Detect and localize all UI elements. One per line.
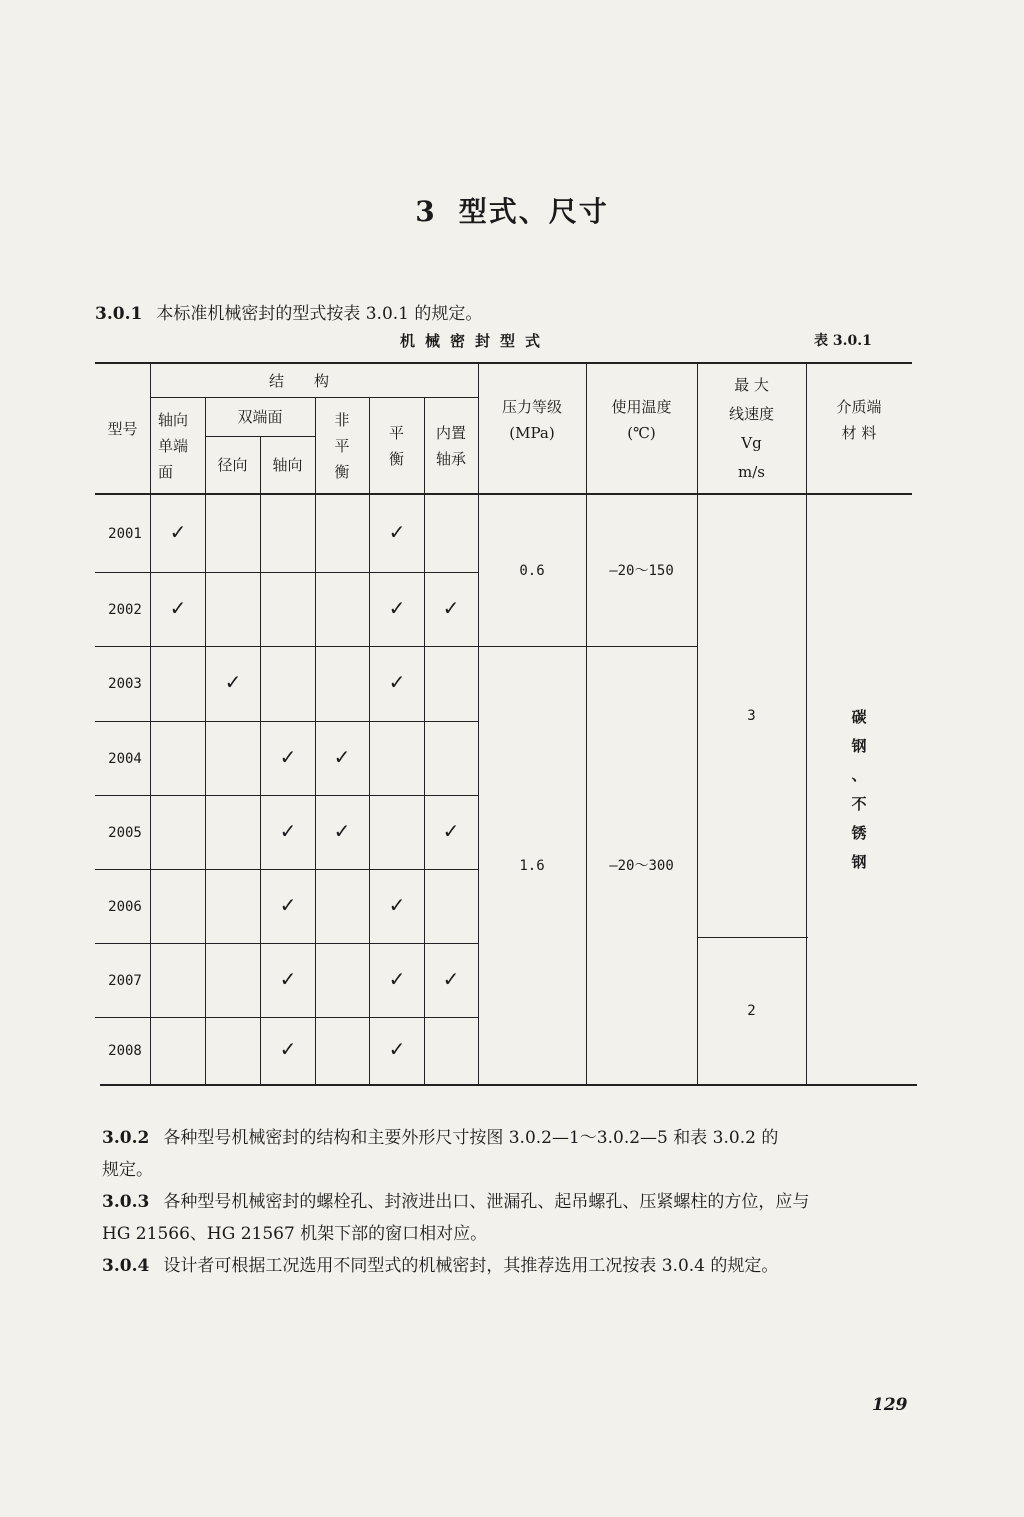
- header-line: Vg: [741, 433, 762, 452]
- check-mark: ✓: [388, 892, 406, 917]
- model-cell: 2005: [108, 824, 142, 841]
- check-mark: ✓: [442, 595, 460, 620]
- clause-3-0-4: [102, 1250, 778, 1282]
- table-bottom-rule: [100, 1084, 917, 1086]
- clause-text: 设计者可根据工况选用不同型式的机械密封，其推荐选用工况按表 3.0.4 的规定。: [163, 1256, 779, 1276]
- header-axial-single: [150, 398, 205, 493]
- check-mark: ✓: [442, 966, 460, 991]
- header-double-face-label: 双端面: [237, 408, 283, 426]
- check-mark: ✓: [333, 744, 351, 769]
- clause-text: 各种型号机械密封的结构和主要外形尺寸按图 3.0.2—1～3.0.2—5 和表 3.0.2 的: [163, 1128, 779, 1148]
- col-rule: [260, 437, 261, 1085]
- header-unbalanced: [315, 398, 369, 493]
- header-radial: [205, 437, 260, 493]
- chapter-title-text: 型式、尺寸: [458, 195, 609, 228]
- check-mark: ✓: [388, 966, 406, 991]
- check-mark: ✓: [333, 818, 351, 843]
- header-inner-bearing: [424, 398, 478, 493]
- clause-3-0-2: [102, 1122, 778, 1186]
- col-rule: [205, 398, 206, 1085]
- material-cell: [806, 495, 912, 1084]
- clause-text-continued: HG 21566、HG 21567 机架下部的窗口相对应。: [102, 1224, 488, 1244]
- header-line: m/s: [738, 462, 765, 481]
- check-mark: ✓: [388, 1037, 406, 1061]
- col-rule: [315, 398, 316, 1085]
- header-line: 使用温度: [611, 398, 672, 416]
- check-mark: ✓: [388, 595, 406, 620]
- check-mark: ✓: [279, 892, 297, 917]
- check-mark: ✓: [169, 595, 187, 620]
- header-axial-label: 轴向: [272, 456, 303, 474]
- clause-text: 各种型号机械密封的螺栓孔、封液进出口、泄漏孔、起吊螺孔、压紧螺柱的方位，应与: [163, 1192, 810, 1212]
- header-balanced: [369, 398, 424, 493]
- header-line: 轴向: [158, 410, 189, 429]
- header-line: 平: [388, 423, 404, 442]
- check-mark: ✓: [388, 519, 406, 544]
- header-model: [95, 364, 150, 494]
- model-cell: 2008: [108, 1043, 142, 1059]
- header-line: 平: [334, 436, 350, 455]
- header-line: 衡: [334, 462, 350, 481]
- header-double-face: [205, 398, 315, 436]
- header-line: 面: [158, 462, 174, 481]
- check-mark: ✓: [279, 1037, 297, 1061]
- header-model-label: 型号: [107, 420, 138, 438]
- header-material: [806, 385, 912, 455]
- header-line: 轴承: [435, 449, 466, 468]
- clause-text: 本标准机械密封的型式按表 3.0.1 的规定。: [156, 304, 483, 324]
- check-mark: ✓: [279, 966, 297, 991]
- model-cell: 2004: [108, 750, 142, 767]
- header-line: 最 大: [734, 375, 769, 394]
- speed-cell: 2: [747, 1003, 756, 1019]
- header-line: 单端: [158, 436, 189, 455]
- header-line: 压力等级: [501, 398, 562, 416]
- header-line: 衡: [388, 449, 404, 468]
- header-line: 材 料: [841, 424, 877, 442]
- check-mark: ✓: [169, 519, 187, 544]
- check-mark: ✓: [279, 744, 297, 769]
- header-structure: [150, 364, 478, 397]
- header-line: 介质端: [836, 398, 882, 416]
- pressure-cell: 0.6: [519, 562, 545, 579]
- header-temperature: [586, 380, 697, 460]
- model-cell: 2002: [108, 601, 142, 618]
- clause-3-0-3: [102, 1186, 809, 1250]
- temperature-cell: —20～300: [609, 857, 674, 874]
- material-char: 钢: [851, 736, 867, 755]
- header-line: 内置: [435, 423, 466, 442]
- clause-number: 3.0.2: [102, 1128, 150, 1148]
- header-line: 线速度: [728, 404, 774, 423]
- check-mark: ✓: [388, 670, 406, 694]
- header-axial: [260, 437, 315, 493]
- col-rule: [424, 398, 425, 1085]
- model-cell: 2007: [108, 972, 142, 989]
- model-cell: 2006: [108, 898, 142, 915]
- clause-number: 3.0.4: [102, 1256, 150, 1276]
- table-number: 表 3.0.1: [814, 333, 872, 349]
- clause-number: 3.0.1: [95, 304, 143, 324]
- check-mark: ✓: [224, 670, 242, 694]
- model-cell: 2001: [108, 525, 142, 542]
- pressure-cell: 1.6: [519, 857, 545, 874]
- material-char: 不: [851, 794, 867, 813]
- header-line: 非: [334, 410, 350, 429]
- speed-cell: 3: [747, 708, 756, 724]
- page-number: 129: [872, 1395, 908, 1415]
- table-caption: 机械密封型式: [400, 332, 551, 350]
- temperature-cell: —20～150: [609, 562, 674, 579]
- chapter-number: 3: [415, 195, 437, 228]
- check-mark: ✓: [442, 818, 460, 843]
- material-char: 锈: [851, 823, 867, 842]
- check-mark: ✓: [279, 818, 297, 843]
- material-char: 钢: [851, 852, 867, 871]
- header-line: (℃): [627, 424, 656, 442]
- material-char: 碳: [851, 707, 867, 726]
- clause-text-continued: 规定。: [102, 1160, 153, 1180]
- header-line: (MPa): [509, 424, 555, 442]
- header-speed: [697, 366, 806, 491]
- clause-number: 3.0.3: [102, 1192, 150, 1212]
- col-rule: [369, 398, 370, 1085]
- header-structure-label: 结构: [268, 371, 359, 390]
- header-pressure: [478, 380, 586, 460]
- material-char: 、: [851, 765, 867, 784]
- header-radial-label: 径向: [217, 456, 248, 474]
- model-cell: 2003: [108, 676, 142, 692]
